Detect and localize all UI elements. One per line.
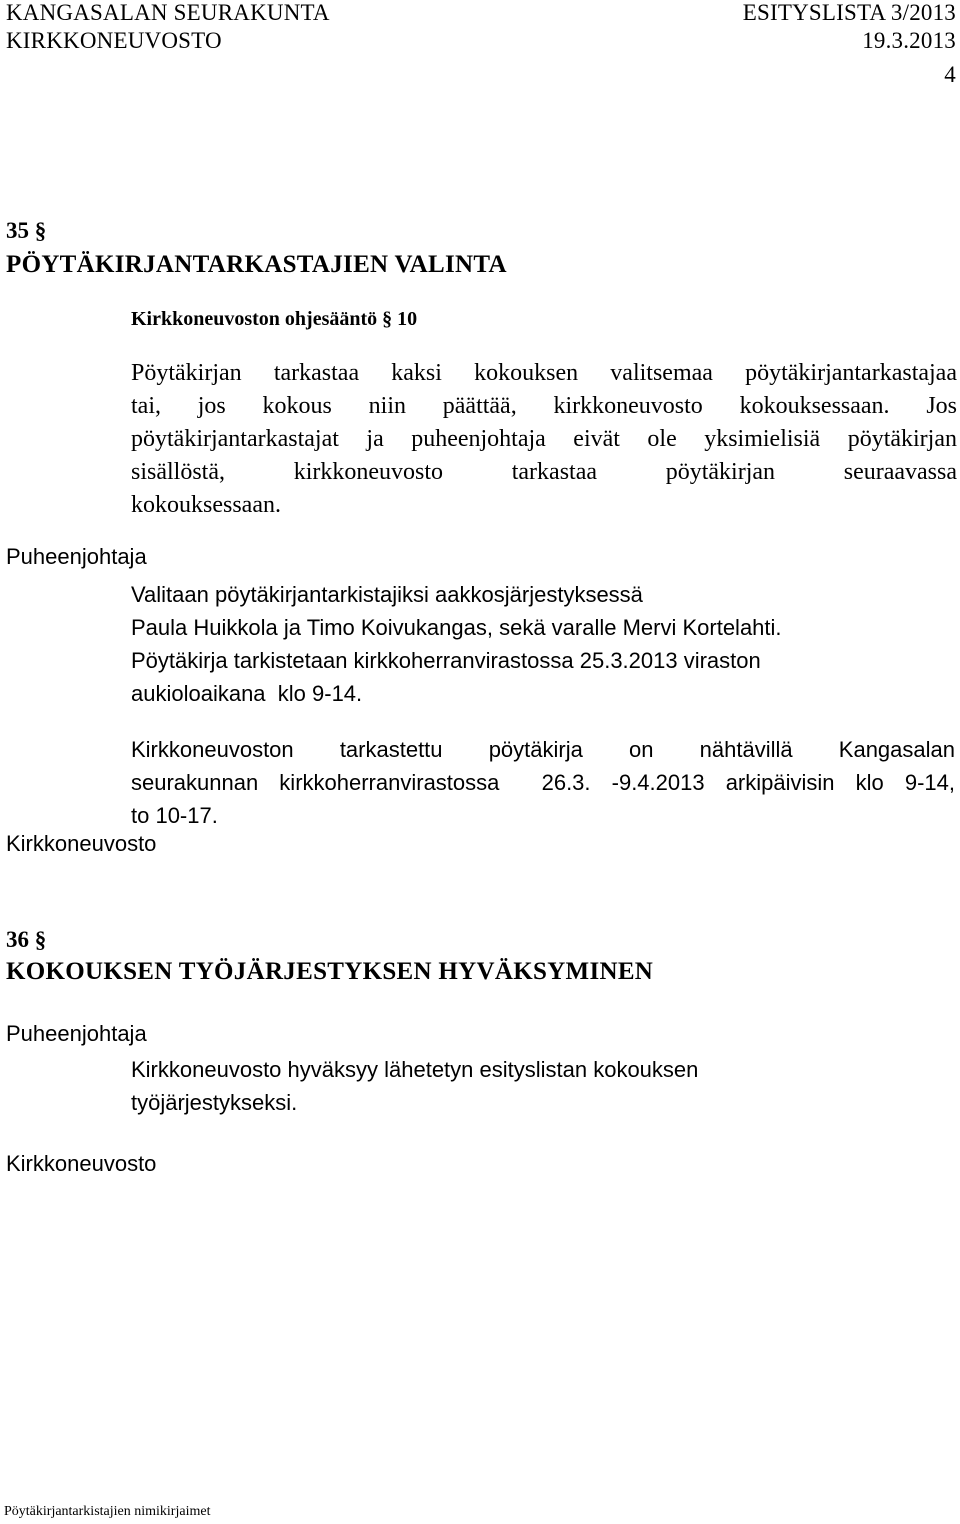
paragraph-line: sisällöstä, kirkkoneuvosto tarkastaa pöytäkirjan seuraavassa [131,459,957,485]
section-number [6,927,46,953]
section-mark: § [34,218,47,243]
header-body-name: KIRKKONEUVOSTO [6,28,222,53]
proposal-line: Kirkkoneuvosto hyväksyy lähetetyn esityslistan kokouksen [131,1057,699,1082]
proposal-line: työjärjestykseksi. [131,1090,298,1115]
header-org: KANGASALAN SEURAKUNTA [6,0,330,25]
section-36-decider: Kirkkoneuvosto [6,1151,157,1176]
proposal-line: Paula Huikkola ja Timo Koivukangas, sekä varalle Mervi Kortelahti. [131,615,782,640]
section-36-proposal [131,1053,698,1119]
section-36-title: KOKOUKSEN TYÖJÄRJESTYKSEN HYVÄKSYMINEN [6,958,654,985]
section-35-paragraph [131,357,957,522]
paragraph-line: tai, jos kokous niin päättää, kirkkoneuvosto kokouksessaan. Jos [131,393,957,419]
proposal-line: Valitaan pöytäkirjantarkistajiksi aakkosjärjestyksessä [131,582,643,607]
notice-line: Kirkkoneuvoston tarkastettu pöytäkirja on nähtävillä Kangasalan [131,737,955,762]
section-35-reference: Kirkkoneuvoston ohjesääntö § 10 [131,308,418,330]
section-35-notice [131,733,955,832]
section-number [6,218,46,244]
proposal-line: aukioloaikana klo 9-14. [131,681,363,706]
notice-line: to 10-17. [131,803,218,828]
paragraph-line: kokouksessaan. [131,492,281,518]
footer-initials-label: Pöytäkirjantarkistajien nimikirjaimet [4,1504,211,1519]
section-36-proposer: Puheenjohtaja [6,1021,147,1046]
paragraph-line: Pöytäkirjan tarkastaa kaksi kokouksen valitsemaa pöytäkirjantarkastajaa [131,360,957,386]
section-35-decider: Kirkkoneuvosto [6,831,157,856]
header-date: 19.3.2013 [862,28,956,53]
notice-line: seurakunnan kirkkoherranvirastossa 26.3. -9.4.2013 arkipäivisin klo 9-14, [131,770,955,795]
section-35-proposer: Puheenjohtaja [6,544,147,569]
proposal-line: Pöytäkirja tarkistetaan kirkkoherranvirastossa 25.3.2013 viraston [131,648,761,673]
page-number: 4 [944,62,956,87]
paragraph-line: pöytäkirjantarkastajat ja puheenjohtaja eivät ole yksimielisiä pöytäkirjan [131,426,957,452]
section-36-number: 36 [6,927,29,952]
section-35-title: PÖYTÄKIRJANTARKASTAJIEN VALINTA [6,251,507,278]
section-35-number: 35 [6,218,29,243]
header-doc: ESITYSLISTA 3/2013 [742,0,956,25]
section-35-proposal [131,578,782,710]
section-mark: § [34,927,47,952]
